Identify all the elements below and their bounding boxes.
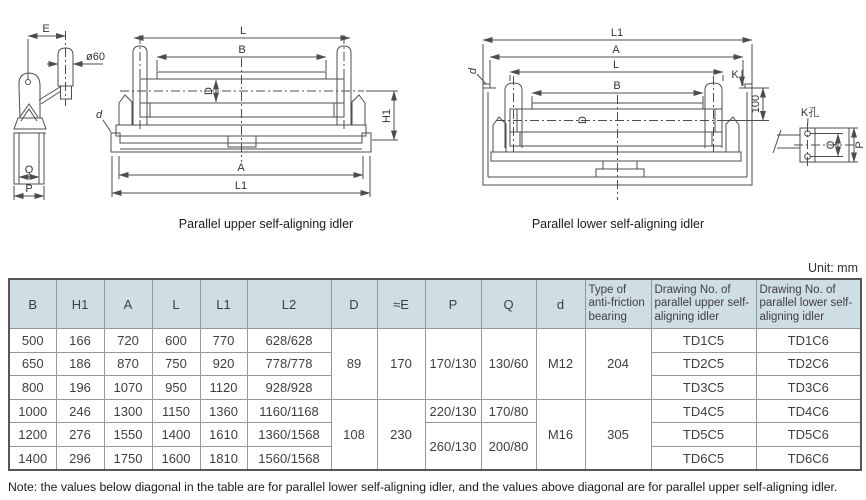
cell-merged-D: 108 <box>331 399 377 470</box>
dimension-table <box>8 278 862 471</box>
col-header-E: ≈E <box>377 279 425 329</box>
cell: TD1C5 <box>651 329 756 353</box>
unit-label: Unit: mm <box>808 261 858 275</box>
dim-label-dia60: ø60 <box>86 51 105 63</box>
cell: TD1C6 <box>756 329 861 353</box>
dim-label-d: d <box>95 109 103 121</box>
col-header-d: d <box>536 279 585 329</box>
cell: 1360/1568 <box>247 423 331 447</box>
dim-label-L1: L1 <box>610 27 624 39</box>
col-header-D: D <box>331 279 377 329</box>
cell: TD3C5 <box>651 376 756 400</box>
cell: TD4C6 <box>756 399 861 423</box>
cell: 500 <box>9 329 56 353</box>
dim-label-A: A <box>612 44 620 56</box>
dim-label-B: B <box>238 44 246 56</box>
cell-merged-D: 89 <box>331 329 377 400</box>
col-header-L1: L1 <box>200 279 247 329</box>
cell-merged-P: 170/130 <box>425 329 481 400</box>
cell: 186 <box>56 352 104 376</box>
col-header-B: B <box>9 279 56 329</box>
dim-label-A: A <box>237 162 245 174</box>
lower-idler-drawing <box>436 0 866 212</box>
table-header-row <box>9 279 861 329</box>
dim-label-k-hole: K孔 <box>800 107 820 119</box>
cell: TD6C6 <box>756 446 861 470</box>
cell: 750 <box>152 352 200 376</box>
cell-merged-bearing: 204 <box>585 329 651 400</box>
cell: 1750 <box>104 446 152 470</box>
cell: TD6C5 <box>651 446 756 470</box>
table-row <box>9 329 861 353</box>
cell-merged-d: M12 <box>536 329 585 400</box>
cell: 1810 <box>200 446 247 470</box>
cell-merged-d: M16 <box>536 399 585 470</box>
cell: 1560/1568 <box>247 446 331 470</box>
dim-label-K: K <box>731 69 739 81</box>
cell: 170/80 <box>481 399 536 423</box>
dim-label-B: B <box>613 80 621 92</box>
cell-merged-P: 260/130 <box>425 423 481 470</box>
cell: 1070 <box>104 376 152 400</box>
table-row <box>9 423 861 447</box>
col-header-H1: H1 <box>56 279 104 329</box>
cell: 276 <box>56 423 104 447</box>
dim-label-L: L <box>612 59 620 71</box>
col-header-A: A <box>104 279 152 329</box>
col-header-bearing: Type of anti-friction bearing <box>585 279 651 329</box>
cell: 800 <box>9 376 56 400</box>
cell: TD5C5 <box>651 423 756 447</box>
cell: 1160/1168 <box>247 399 331 423</box>
lower-main-dimension-lines <box>477 40 769 121</box>
cell: 600 <box>152 329 200 353</box>
col-header-L2: L2 <box>247 279 331 329</box>
cell: 166 <box>56 329 104 353</box>
note-text: Note: the values below diagonal in the table are for parallel lower self-aligning idler, and the values above diagonal are for parallel upper self-aligning idler. <box>8 480 838 494</box>
cell: 296 <box>56 446 104 470</box>
cell: 920 <box>200 352 247 376</box>
cell-merged-Q: 200/80 <box>481 423 536 470</box>
cell: 220/130 <box>425 399 481 423</box>
cell: 770 <box>200 329 247 353</box>
cell: 1360 <box>200 399 247 423</box>
dim-label-P: P <box>25 183 33 195</box>
cell: TD2C5 <box>651 352 756 376</box>
dim-label-P: P <box>854 141 866 149</box>
cell: 1400 <box>9 446 56 470</box>
dim-label-D: D <box>203 87 215 95</box>
col-header-Q: Q <box>481 279 536 329</box>
cell: 1120 <box>200 376 247 400</box>
cell: TD5C6 <box>756 423 861 447</box>
cell: 778/778 <box>247 352 331 376</box>
col-header-upper-drawing-no: Drawing No. of parallel upper self-aligning idler <box>651 279 756 329</box>
cell: TD2C6 <box>756 352 861 376</box>
col-header-P: P <box>425 279 481 329</box>
dim-label-E: E <box>42 23 50 35</box>
cell: 1200 <box>9 423 56 447</box>
cell: 950 <box>152 376 200 400</box>
cell: 246 <box>56 399 104 423</box>
upper-drawing-caption: Parallel upper self-aligning idler <box>178 217 354 231</box>
upper-side-view <box>14 31 73 184</box>
lower-drawing-caption: Parallel lower self-aligning idler <box>531 217 705 231</box>
dim-label-Q: Q <box>24 164 34 176</box>
cell: 870 <box>104 352 152 376</box>
upper-idler-drawing <box>0 0 436 212</box>
cell-merged-bearing: 305 <box>585 399 651 470</box>
cell: 1400 <box>152 423 200 447</box>
cell: 1600 <box>152 446 200 470</box>
cell-merged-E: 170 <box>377 329 425 400</box>
dim-label-Q: Q <box>825 140 837 150</box>
dim-label-H1: H1 <box>381 108 393 124</box>
cell: 1550 <box>104 423 152 447</box>
lower-main-view <box>483 76 752 200</box>
cell: 1610 <box>200 423 247 447</box>
cell: 196 <box>56 376 104 400</box>
col-header-L: L <box>152 279 200 329</box>
dim-label-L1: L1 <box>234 180 248 192</box>
cell: TD4C5 <box>651 399 756 423</box>
dim-label-100: 100 <box>750 94 762 114</box>
table-row <box>9 399 861 423</box>
cell-merged-E: 230 <box>377 399 425 470</box>
cell: 1000 <box>9 399 56 423</box>
cell: 628/628 <box>247 329 331 353</box>
cell: TD3C6 <box>756 376 861 400</box>
lower-end-view <box>773 118 858 167</box>
cell: 720 <box>104 329 152 353</box>
cell: 650 <box>9 352 56 376</box>
cell-merged-Q: 130/60 <box>481 329 536 400</box>
dim-label-L: L <box>239 25 247 37</box>
cell: 1150 <box>152 399 200 423</box>
dim-label-D: D <box>577 116 589 124</box>
cell: 928/928 <box>247 376 331 400</box>
col-header-lower-drawing-no: Drawing No. of parallel lower self-aligning idler <box>756 279 861 329</box>
cell: 1300 <box>104 399 152 423</box>
dim-label-d: d <box>467 67 479 75</box>
